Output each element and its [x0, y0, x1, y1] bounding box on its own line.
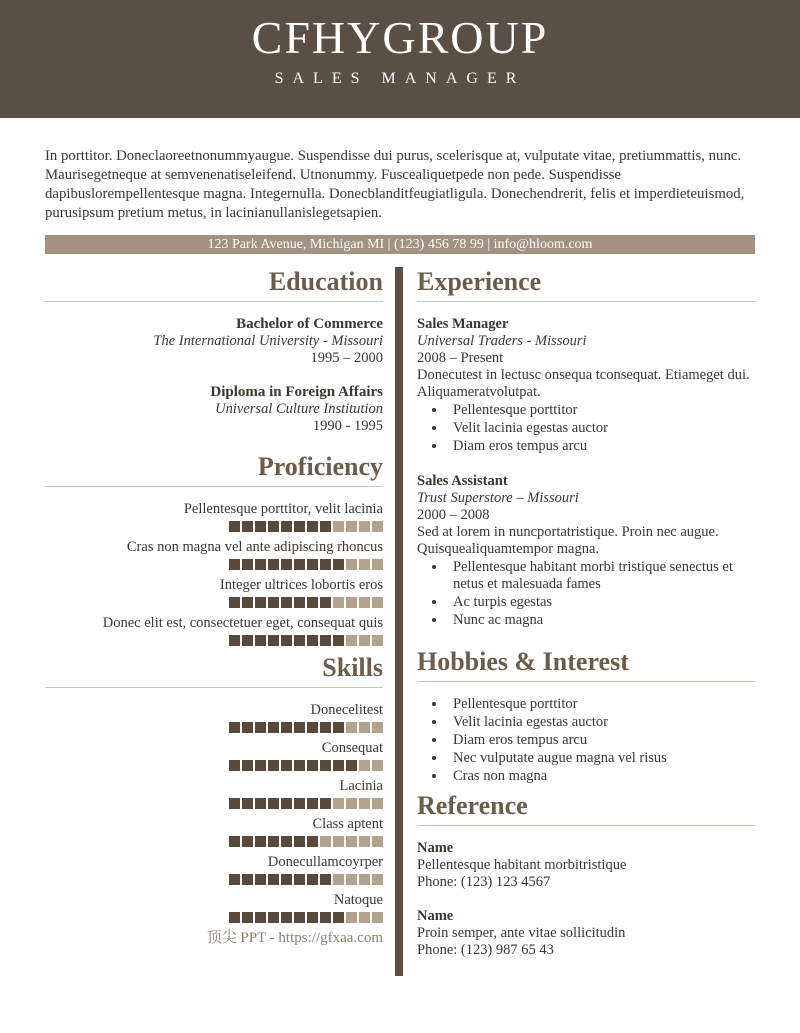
skill-label: Class aptent [312, 816, 383, 832]
skill-square [229, 635, 240, 646]
skill-square [346, 760, 357, 771]
skill-square [372, 912, 383, 923]
skill-square [281, 559, 292, 570]
skill-square [294, 874, 305, 885]
skill-square [307, 559, 318, 570]
skill-square [242, 635, 253, 646]
skill-square [333, 722, 344, 733]
skill-square [307, 760, 318, 771]
skill-square [333, 836, 344, 847]
education-item [45, 316, 383, 367]
job-dates: 2000 – 2008 [417, 507, 490, 523]
skill-square [359, 912, 370, 923]
skill-square [255, 722, 266, 733]
job-entry [417, 316, 755, 455]
skill-square [320, 635, 331, 646]
skill-square [242, 559, 253, 570]
skill-square [333, 760, 344, 771]
skill-square [255, 559, 266, 570]
skill-square [268, 836, 279, 847]
skill-square [307, 874, 318, 885]
skill-square [359, 635, 370, 646]
skill-square [242, 521, 253, 532]
skill-square [268, 874, 279, 885]
hobbies-list [417, 696, 755, 785]
education-degree: Bachelor of Commerce [236, 316, 383, 332]
skill-label: Donecelitest [310, 702, 383, 718]
skill-square [372, 798, 383, 809]
skill-square [346, 836, 357, 847]
skill-square [229, 874, 240, 885]
skill-square [294, 597, 305, 608]
skill-square [320, 722, 331, 733]
skill-square [229, 760, 240, 771]
reference-name: Name [417, 908, 454, 924]
skill-square [372, 836, 383, 847]
skill-square [294, 722, 305, 733]
skill-square [242, 597, 253, 608]
reference-phone: Phone: (123) 123 4567 [417, 874, 551, 890]
content-columns [45, 267, 755, 976]
skill-square [268, 635, 279, 646]
skill-square [359, 722, 370, 733]
skills-list [45, 702, 383, 923]
skill-square [359, 798, 370, 809]
skill-square [359, 597, 370, 608]
skill-square [359, 559, 370, 570]
skill-square [294, 559, 305, 570]
job-bullet: • Nunc ac magna [447, 612, 755, 629]
hobby-item: • Velit lacinia egestas auctor [447, 714, 755, 731]
skill-square [372, 874, 383, 885]
skill-square [229, 597, 240, 608]
skill-square [320, 912, 331, 923]
skill-square [229, 798, 240, 809]
skill-square [242, 722, 253, 733]
job-bullets [417, 402, 755, 455]
skill-square [255, 912, 266, 923]
skill-square [281, 874, 292, 885]
contact-bar: 123 Park Avenue, Michigan MI | (123) 456 78 99 | info@hloom.com [45, 235, 755, 254]
skill-square [268, 912, 279, 923]
skill-square [294, 521, 305, 532]
skill-square [255, 521, 266, 532]
skill-square [359, 760, 370, 771]
skill-square [268, 722, 279, 733]
proficiency-list [45, 501, 383, 646]
skill-square [268, 559, 279, 570]
skill-square [346, 798, 357, 809]
skill-label: Consequat [321, 740, 383, 756]
skill-square [255, 874, 266, 885]
skill-square [307, 836, 318, 847]
skill-row [45, 539, 383, 570]
skill-square [242, 760, 253, 771]
skill-label: Donec elit est, consectetuer eget, consequat quis [102, 615, 383, 631]
skill-square [242, 798, 253, 809]
job-bullets [417, 559, 755, 629]
job-company: Trust Superstore – Missouri [417, 490, 579, 506]
education-dates: 1995 – 2000 [310, 350, 383, 366]
skill-square [255, 635, 266, 646]
job-title: Sales Assistant [417, 473, 508, 489]
job-description: Donecutest in lectusc onsequa tconsequat. Etiameget dui. Aliquameratvolutpat. [417, 367, 750, 400]
skill-square [294, 836, 305, 847]
skill-square [294, 760, 305, 771]
skill-square [333, 521, 344, 532]
skill-bar [45, 597, 383, 608]
skill-square [320, 559, 331, 570]
skill-square [320, 798, 331, 809]
hobby-item: • Nec vulputate augue magna vel risus [447, 750, 755, 767]
hobbies-section [417, 647, 755, 785]
skill-bar [45, 912, 383, 923]
job-bullet: • Pellentesque habitant morbi tristique senectus et netus et malesuada fames [447, 559, 755, 593]
skill-bar [45, 760, 383, 771]
skill-row [45, 740, 383, 771]
hobbies-heading: Hobbies & Interest [417, 647, 755, 682]
skill-square [281, 836, 292, 847]
education-dates: 1990 - 1995 [312, 418, 383, 434]
skill-square [268, 597, 279, 608]
skill-row [45, 501, 383, 532]
summary-paragraph: In porttitor. Doneclaoreetnonummyaugue. Suspendisse dui purus, scelerisque at, vulputate vitae, pretiummattis, nunc. Maurisegetneque at semvenenatiseleifend. Utnonummy. Fuscealiquetpede non pede. Suspendisse dapibuslorempellentesque magna. Integernulla. Donecblanditfeugiatligula. Donechendrerit, felis et imperdieteuismod, purusipsum pretium metus, in lacinianullanislegetsapien. [45, 148, 745, 221]
education-list [45, 316, 383, 435]
skill-square [229, 521, 240, 532]
skill-square [255, 798, 266, 809]
skill-square [268, 521, 279, 532]
skill-square [346, 635, 357, 646]
hobby-item: • Pellentesque porttitor [447, 696, 755, 713]
skill-square [255, 760, 266, 771]
skill-row [45, 854, 383, 885]
skill-square [307, 912, 318, 923]
skill-bar [45, 836, 383, 847]
skills-section [45, 653, 383, 923]
skill-square [255, 597, 266, 608]
skill-square [268, 798, 279, 809]
skill-row [45, 892, 383, 923]
skill-row [45, 816, 383, 847]
skill-square [307, 798, 318, 809]
job-entry [417, 473, 755, 629]
job-title: Sales Manager [417, 316, 509, 332]
reference-entry [417, 840, 755, 891]
skill-square [281, 760, 292, 771]
skill-square [346, 874, 357, 885]
masthead [0, 0, 800, 118]
experience-heading: Experience [417, 267, 755, 302]
skill-square [320, 874, 331, 885]
role-title: SALES MANAGER [274, 70, 526, 87]
education-item [45, 384, 383, 435]
skill-square [346, 559, 357, 570]
skill-bar [45, 559, 383, 570]
right-column [417, 267, 755, 976]
hobby-item: • Diam eros tempus arcu [447, 732, 755, 749]
skill-row [45, 615, 383, 646]
skills-heading: Skills [45, 653, 383, 688]
skill-square [229, 912, 240, 923]
skill-square [346, 722, 357, 733]
job-description: Sed at lorem in nuncportatristique. Proin nec augue. Quisquealiquamtempor magna. [417, 524, 719, 557]
jobs-list [417, 316, 755, 629]
skill-square [346, 521, 357, 532]
skill-square [372, 597, 383, 608]
watermark-link[interactable]: 顶尖 PPT - https://gfxaa.com [206, 930, 383, 946]
skill-label: Pellentesque porttitor, velit lacinia [183, 501, 383, 517]
column-divider [395, 267, 403, 976]
skill-square [242, 874, 253, 885]
skill-square [294, 635, 305, 646]
job-bullet: • Diam eros tempus arcu [447, 438, 755, 455]
skill-square [255, 836, 266, 847]
skill-row [45, 778, 383, 809]
reference-entry [417, 908, 755, 959]
company-name: CFHYGROUP [251, 12, 549, 63]
education-school: The International University - Missouri [153, 333, 383, 349]
skill-square [320, 760, 331, 771]
job-bullet: • Pellentesque porttitor [447, 402, 755, 419]
education-school: Universal Culture Institution [215, 401, 383, 417]
skill-label: Natoque [333, 892, 383, 908]
skill-square [333, 635, 344, 646]
skill-square [229, 836, 240, 847]
job-dates: 2008 – Present [417, 350, 504, 366]
skill-square [281, 521, 292, 532]
left-column [45, 267, 383, 976]
skill-square [268, 760, 279, 771]
skill-square [320, 836, 331, 847]
skill-square [307, 597, 318, 608]
skill-bar [45, 874, 383, 885]
skill-bar [45, 722, 383, 733]
reference-phone: Phone: (123) 987 65 43 [417, 942, 554, 958]
skill-square [320, 521, 331, 532]
skill-square [333, 874, 344, 885]
skill-square [359, 521, 370, 532]
proficiency-section [45, 452, 383, 646]
skill-square [359, 874, 370, 885]
skill-square [229, 559, 240, 570]
skill-square [281, 597, 292, 608]
skill-square [281, 722, 292, 733]
skill-row [45, 577, 383, 608]
skill-square [346, 597, 357, 608]
job-company: Universal Traders - Missouri [417, 333, 587, 349]
reference-name: Name [417, 840, 454, 856]
skill-square [307, 722, 318, 733]
reference-list [417, 840, 755, 959]
skill-label: Lacinia [339, 778, 383, 794]
skill-square [359, 836, 370, 847]
skill-square [281, 912, 292, 923]
skill-bar [45, 635, 383, 646]
skill-square [307, 521, 318, 532]
skill-square [242, 912, 253, 923]
skill-square [372, 521, 383, 532]
skill-square [281, 635, 292, 646]
skill-label: Donecullamcoyrper [267, 854, 383, 870]
skill-square [320, 597, 331, 608]
skill-bar [45, 798, 383, 809]
skill-square [281, 798, 292, 809]
experience-section [417, 267, 755, 629]
skill-square [294, 798, 305, 809]
skill-square [372, 635, 383, 646]
education-degree: Diploma in Foreign Affairs [210, 384, 383, 400]
skill-square [307, 635, 318, 646]
skill-square [333, 912, 344, 923]
skill-square [346, 912, 357, 923]
reference-heading: Reference [417, 791, 755, 826]
education-heading: Education [45, 267, 383, 302]
skill-square [242, 836, 253, 847]
skill-label: Cras non magna vel ante adipiscing rhoncus [126, 539, 383, 555]
job-bullet: • Velit lacinia egestas auctor [447, 420, 755, 437]
skill-square [372, 760, 383, 771]
reference-section [417, 791, 755, 959]
skill-bar [45, 521, 383, 532]
skill-square [333, 559, 344, 570]
job-bullet: • Ac turpis egestas [447, 594, 755, 611]
hobby-item: • Cras non magna [447, 768, 755, 785]
skill-row [45, 702, 383, 733]
reference-detail: Proin semper, ante vitae sollicitudin [417, 925, 626, 941]
skill-label: Integer ultrices lobortis eros [219, 577, 383, 593]
skill-square [372, 722, 383, 733]
proficiency-heading: Proficiency [45, 452, 383, 487]
skill-square [333, 798, 344, 809]
skill-square [333, 597, 344, 608]
skill-square [372, 559, 383, 570]
skill-square [229, 722, 240, 733]
skill-square [294, 912, 305, 923]
reference-detail: Pellentesque habitant morbitristique [417, 857, 627, 873]
education-section [45, 267, 383, 435]
